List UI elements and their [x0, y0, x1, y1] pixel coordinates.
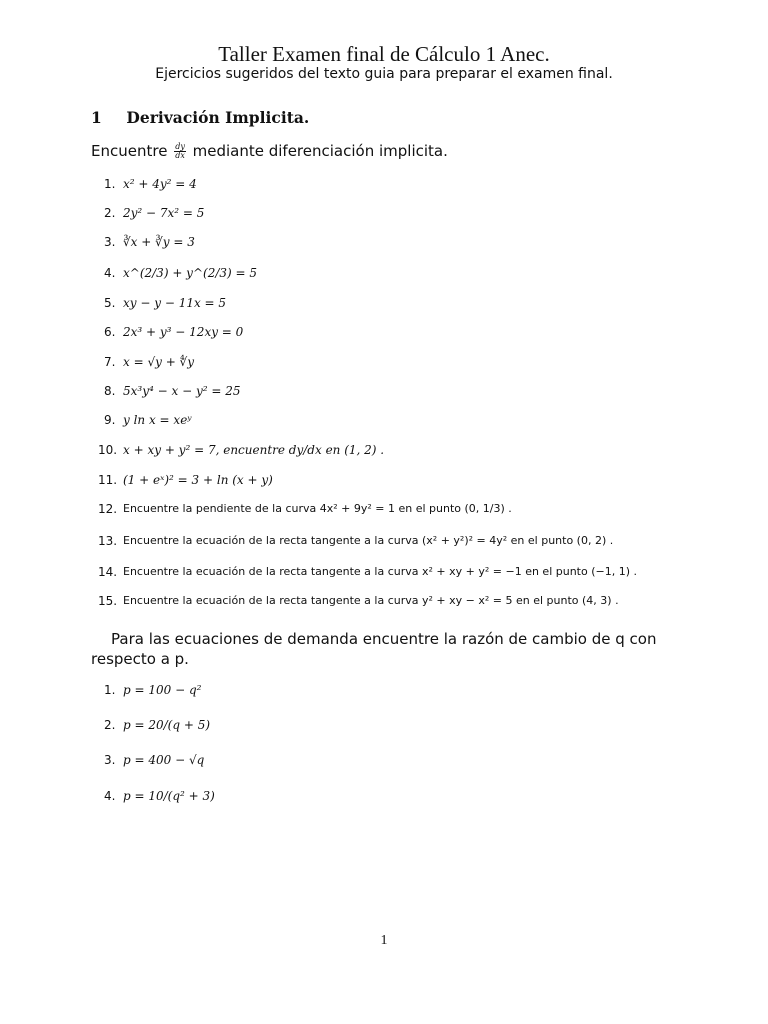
item-expression: xy − y − 11x = 5 [123, 296, 227, 310]
intro-before: Encuentre [91, 142, 168, 160]
item-label: 15. [98, 594, 118, 608]
item-expression: Encuentre la ecuación de la recta tangente a la curva y² + xy − x² = 5 en el punto (4, 3) . [123, 594, 619, 607]
item-expression: 5x³y⁴ − x − y² = 25 [123, 384, 241, 398]
section-intro [91, 142, 448, 160]
item-label: 4. [104, 266, 116, 280]
item-label: 4. [104, 789, 116, 803]
item-label: 12. [98, 502, 118, 516]
item-expression: Encuentre la pendiente de la curva 4x² + 9y² = 1 en el punto (0, 1/3) . [123, 502, 512, 515]
item-label: 5. [104, 296, 116, 310]
item-label: 13. [98, 534, 118, 548]
item-expression: ∛x + ∛y = 3 [123, 235, 195, 249]
section-heading [91, 108, 309, 127]
frac-denominator: dx [175, 151, 185, 160]
intro-after: mediante diferenciación implicita. [192, 142, 448, 160]
item-label: 10. [98, 443, 118, 457]
item-label: 2. [104, 718, 116, 732]
document-title: Taller Examen final de Cálculo 1 Anec. [218, 42, 550, 66]
item-expression: p = 400 − √q [123, 753, 205, 767]
item-label: 11. [98, 473, 118, 487]
item-expression: Encuentre la ecuación de la recta tangente a la curva (x² + y²)² = 4y² en el punto (0, 2) . [123, 534, 614, 547]
item-label: 14. [98, 565, 118, 579]
demand-paragraph-text: Para las ecuaciones de demanda encuentre la razón de cambio de q con respecto a p. [91, 630, 657, 668]
item-expression: Encuentre la ecuación de la recta tangente a la curva x² + xy + y² = −1 en el punto (−1, 1) . [123, 565, 637, 578]
item-expression: p = 20/(q + 5) [123, 718, 211, 732]
item-expression: x = √y + ∜y [123, 355, 194, 369]
item-expression: x² + 4y² = 4 [123, 177, 197, 191]
item-label: 7. [104, 355, 116, 369]
page-number: 1 [380, 933, 388, 948]
item-label: 1. [104, 683, 116, 697]
section-title: Derivación Implicita. [126, 108, 310, 127]
document-subtitle: Ejercicios sugeridos del texto guia para preparar el examen final. [155, 66, 613, 82]
item-expression: x + xy + y² = 7, encuentre dy/dx en (1, 2) . [123, 443, 385, 457]
item-label: 1. [104, 177, 116, 191]
item-expression: 2y² − 7x² = 5 [123, 206, 205, 220]
item-label: 8. [104, 384, 116, 398]
item-label: 9. [104, 413, 116, 427]
section-number: 1 [91, 108, 102, 127]
item-expression: 2x³ + y³ − 12xy = 0 [123, 325, 244, 339]
item-expression: x^(2/3) + y^(2/3) = 5 [123, 266, 258, 280]
item-expression: p = 10/(q² + 3) [123, 789, 215, 803]
item-label: 3. [104, 753, 116, 767]
demand-paragraph [91, 629, 691, 669]
item-expression: y ln x = xeʸ [123, 413, 192, 427]
item-label: 6. [104, 325, 116, 339]
item-expression: p = 100 − q² [123, 683, 202, 697]
item-label: 2. [104, 206, 116, 220]
frac-numerator: dy [175, 142, 185, 151]
item-label: 3. [104, 235, 116, 249]
derivative-fraction [174, 143, 186, 160]
item-expression: (1 + eˣ)² = 3 + ln (x + y) [123, 473, 273, 487]
